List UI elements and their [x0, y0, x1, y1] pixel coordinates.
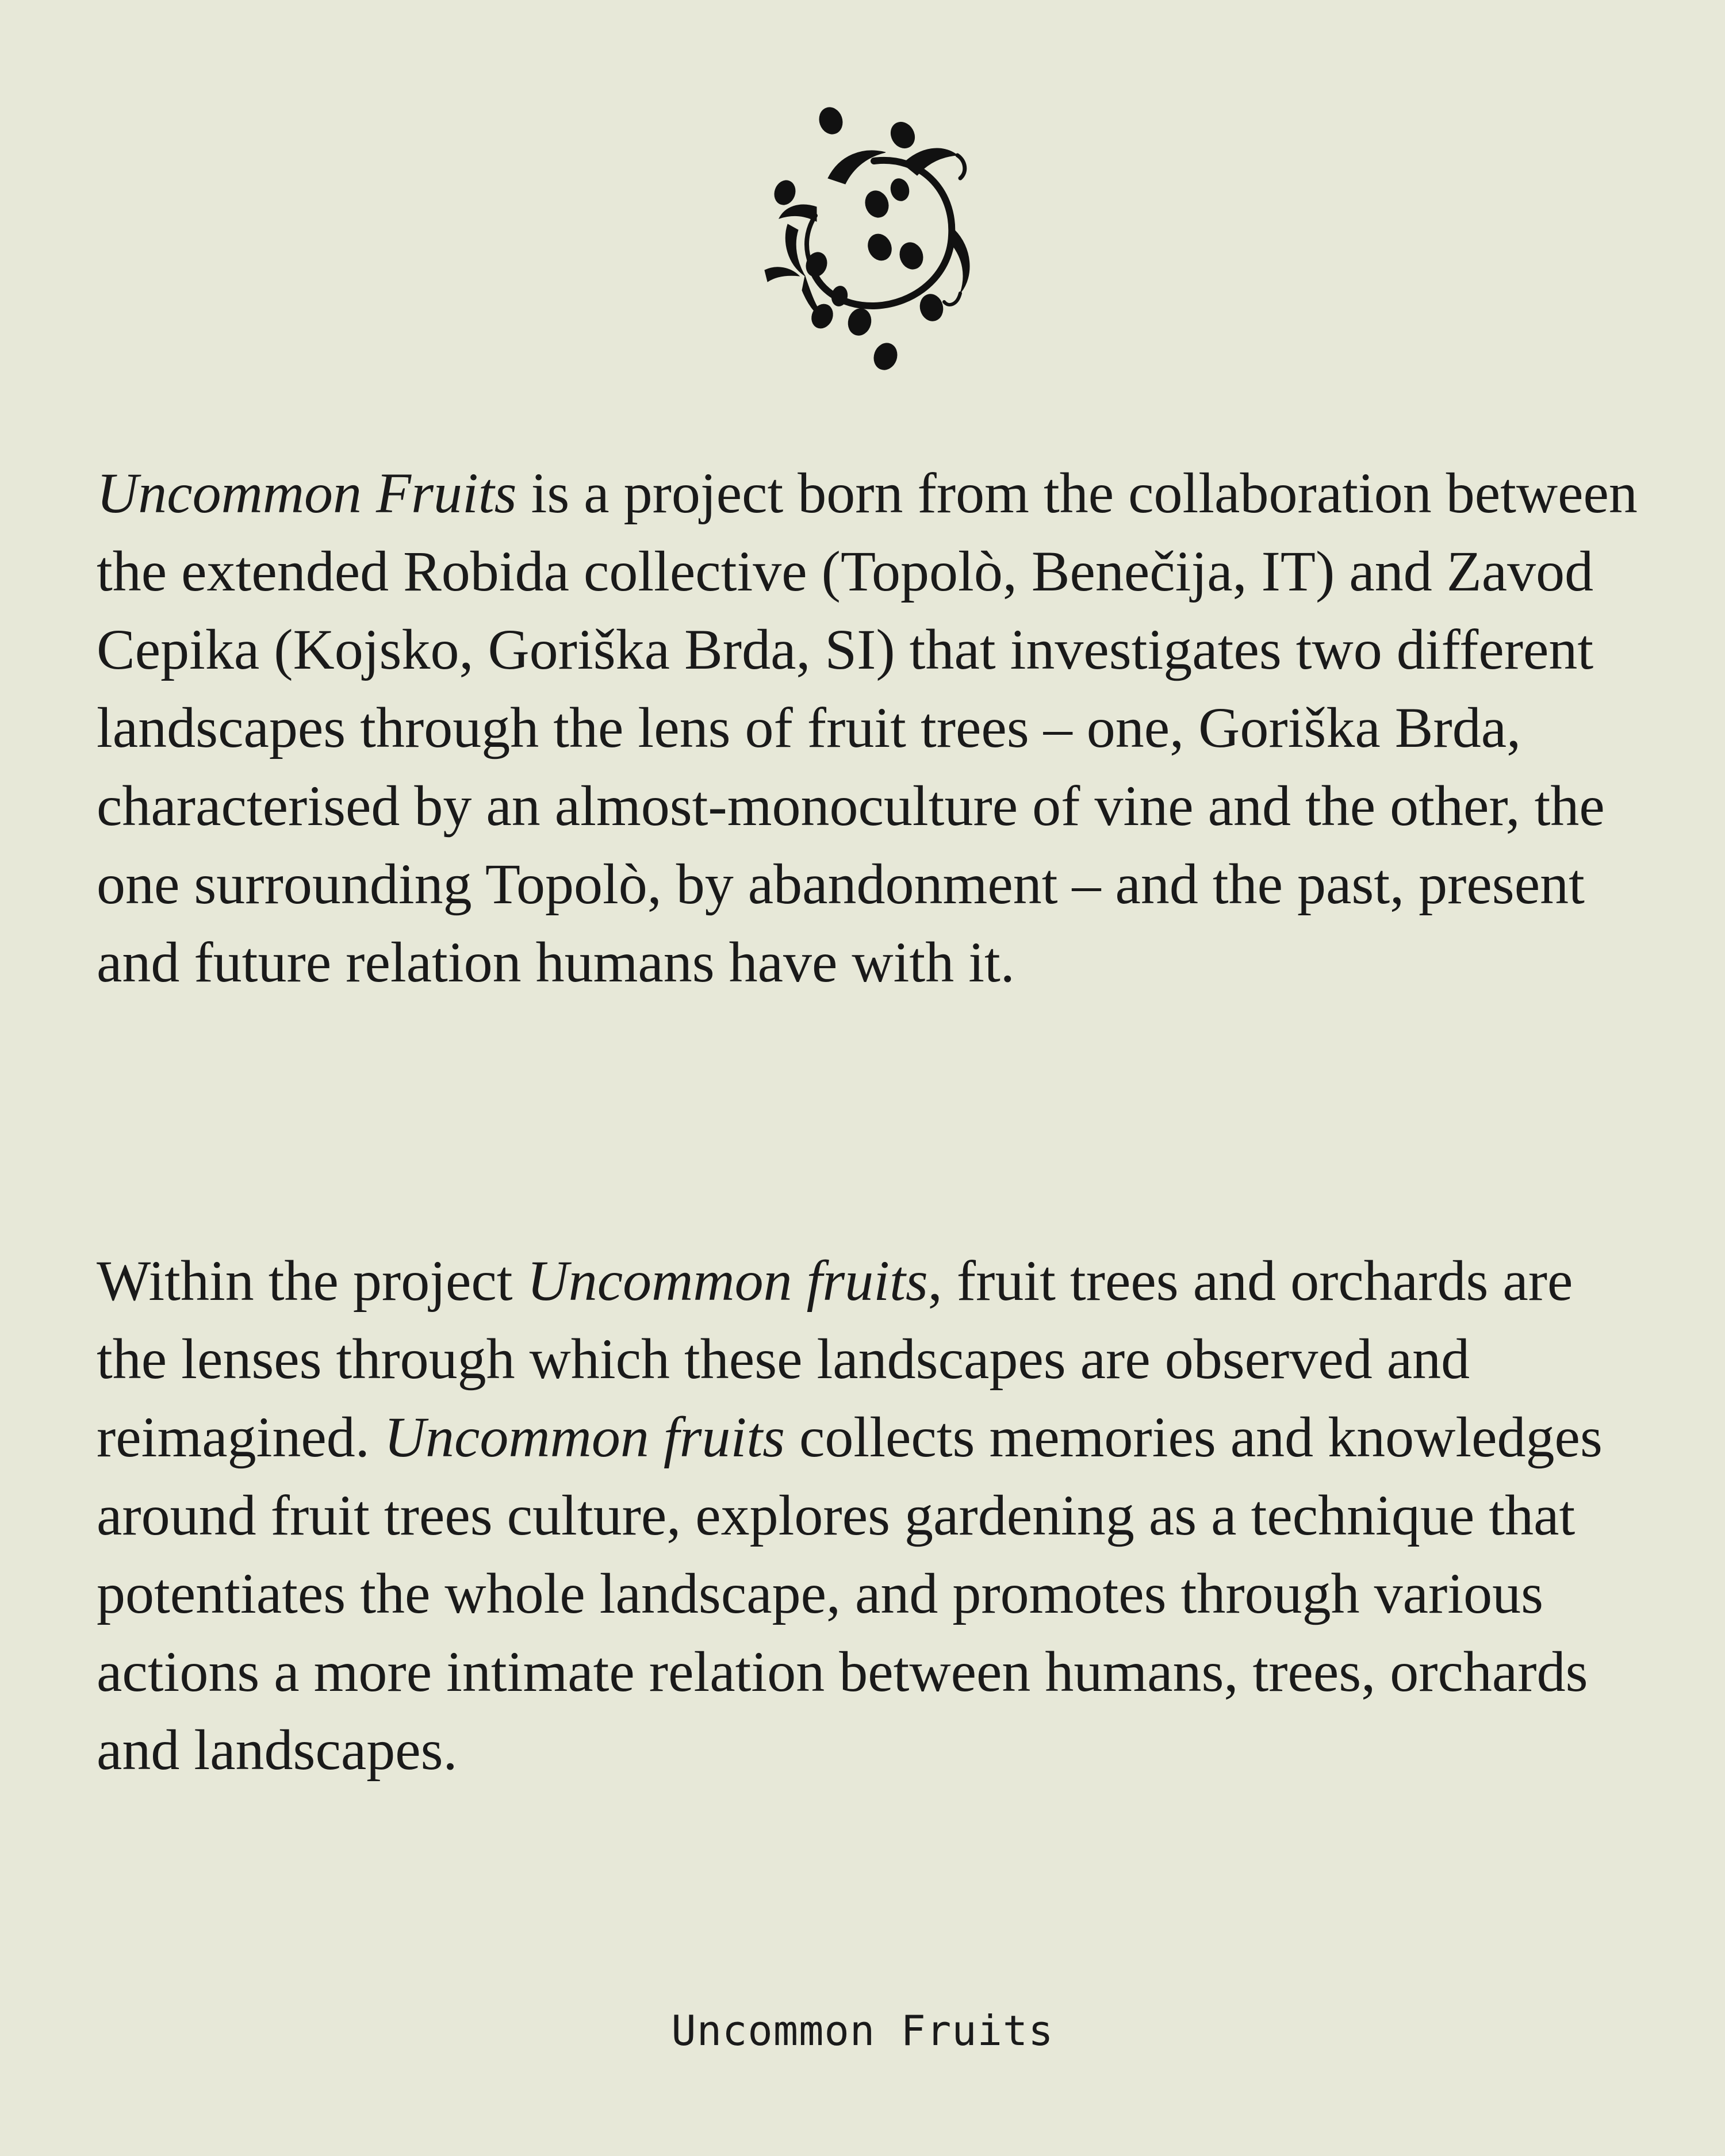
description-italic-b: Uncommon fruits: [384, 1405, 785, 1469]
description-text-c: collects memories and knowledges around fruit trees culture, explores gardening as a technique that potentiates the whole landscape, and promotes through various actions a more intimate relation between humans, trees, orchards and landscapes.: [97, 1405, 1603, 1782]
footer-title: Uncommon Fruits: [671, 2007, 1054, 2055]
fruit-branch-ornament-icon: [730, 92, 995, 379]
description-text-a: Within the project: [97, 1249, 527, 1313]
description-text-b: , fruit trees and orchards are the lenses through which these landscapes are observed and reimagined.: [97, 1249, 1573, 1469]
intro-paragraph-text: is a project born from the collaboration between the extended Robida collective (Topolò, Benečija, IT) and Zavod Cepika (Kojsko, Goriška Brda, SI) that investigates two different landscapes through the lens of fruit trees – one, Goriška Brda, characterised by an almost-monoculture of vine and the other, the one surrounding Topolò, by abandonment – and the past, present and future relation humans have with it.: [97, 461, 1638, 994]
description-italic-a: Uncommon fruits: [527, 1249, 928, 1313]
intro-paragraph: [97, 454, 1638, 1002]
project-title-italic: Uncommon Fruits: [97, 461, 517, 525]
description-paragraph: [97, 1242, 1638, 1789]
